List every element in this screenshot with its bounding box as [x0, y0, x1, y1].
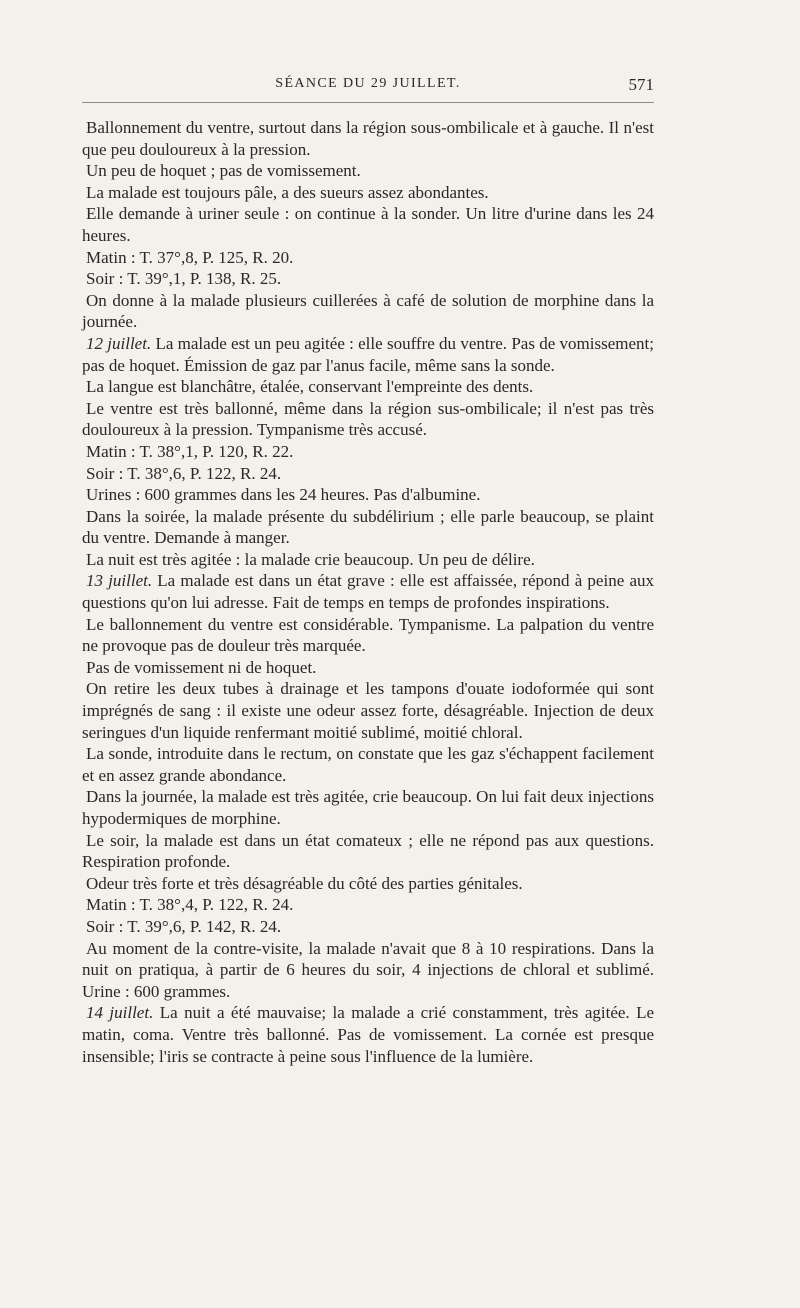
paragraph	[82, 268, 654, 290]
paragraph	[82, 376, 654, 398]
paragraph-text: Soir : T. 39°,6, P. 142, R. 24.	[86, 916, 282, 936]
paragraph	[82, 916, 654, 938]
paragraph-text: Dans la soirée, la malade présente du subdélirium ; elle parle beaucoup, se plaint du ventre. Demande à manger.	[82, 506, 654, 548]
body-text	[82, 117, 654, 1067]
paragraph	[82, 398, 654, 441]
paragraph	[82, 182, 654, 204]
paragraph	[82, 614, 654, 657]
paragraph	[82, 484, 654, 506]
paragraph	[82, 894, 654, 916]
paragraph-text: Matin : T. 37°,8, P. 125, R. 20.	[86, 247, 294, 267]
paragraph-text: La langue est blanchâtre, étalée, conservant l'empreinte des dents.	[86, 377, 534, 397]
paragraph	[82, 570, 654, 613]
entry-date: 12 juillet.	[86, 333, 152, 353]
paragraph	[82, 830, 654, 873]
paragraph	[82, 678, 654, 743]
entry-date: 14 juillet.	[86, 1003, 154, 1023]
paragraph	[82, 743, 654, 786]
paragraph	[82, 160, 654, 182]
paragraph-text: Soir : T. 38°,6, P. 122, R. 24.	[86, 463, 282, 483]
paragraph-text: Le soir, la malade est dans un état comateux ; elle ne répond pas aux questions. Respiration profonde.	[82, 830, 654, 872]
paragraph	[82, 506, 654, 549]
entry-date: 13 juillet.	[86, 571, 153, 591]
paragraph-text: Pas de vomissement ni de hoquet.	[86, 657, 317, 677]
paragraph-text: Le ballonnement du ventre est considérable. Tympanisme. La palpation du ventre ne provoque pas de douleur très marquée.	[82, 614, 654, 656]
header-title: SÉANCE DU 29 JUILLET.	[275, 76, 461, 91]
paragraph-text: Ballonnement du ventre, surtout dans la région sous-ombilicale et à gauche. Il n'est que peu douloureux à la pression.	[82, 118, 654, 159]
paragraph	[82, 247, 654, 269]
paragraph-text: Soir : T. 39°,1, P. 138, R. 25.	[86, 269, 282, 289]
header-rule	[82, 102, 654, 103]
paragraph	[82, 657, 654, 679]
paragraph-text: La nuit a été mauvaise; la malade a crié constamment, très agitée. Le matin, coma. Ventre très ballonné. Pas de vomissement. La cornée est presque insensible; l'iris se contracte à peine sous l'influence de la lumière.	[82, 1003, 655, 1066]
paragraph	[82, 441, 654, 463]
paragraph	[82, 938, 654, 1003]
paragraph	[82, 786, 654, 829]
paragraph	[82, 463, 654, 485]
paragraph	[82, 1002, 654, 1067]
paragraph-text: Dans la journée, la malade est très agitée, crie beaucoup. On lui fait deux injections hypodermiques de morphine.	[82, 787, 654, 828]
paragraph-text: La malade est toujours pâle, a des sueurs assez abondantes.	[86, 182, 489, 202]
paragraph-text: La nuit est très agitée : la malade crie beaucoup. Un peu de délire.	[86, 549, 535, 569]
paragraph-text: Matin : T. 38°,1, P. 120, R. 22.	[86, 441, 294, 461]
paragraph-text: Odeur très forte et très désagréable du côté des parties génitales.	[86, 873, 523, 893]
paragraph	[82, 333, 654, 376]
paragraph	[82, 290, 654, 333]
running-header	[82, 76, 654, 100]
paragraph-text: On retire les deux tubes à drainage et les tampons d'ouate iodoformée qui sont imprégnés de sang : il existe une odeur assez forte, désagréable. Injection de deux seringues d'un liquide renfermant moitié sublimé, moitié chloral.	[82, 679, 654, 742]
paragraph-text: Elle demande à uriner seule : on continue à la sonder. Un litre d'urine dans les 24 heures.	[82, 204, 654, 245]
paragraph-text: Un peu de hoquet ; pas de vomissement.	[86, 161, 361, 181]
paragraph-text: Au moment de la contre-visite, la malade n'avait que 8 à 10 respirations. Dans la nuit on pratiqua, à partir de 6 heures du soir, 4 injections de chloral et sublimé. Urine : 600 grammes.	[82, 938, 654, 1001]
paragraph-text: Matin : T. 38°,4, P. 122, R. 24.	[86, 895, 294, 915]
paragraph-text: On donne à la malade plusieurs cuillerées à café de solution de morphine dans la journée.	[82, 290, 654, 332]
page-number: 571	[628, 75, 654, 94]
paragraph	[82, 117, 654, 160]
paragraph	[82, 549, 654, 571]
paragraph-text: Le ventre est très ballonné, même dans la région sus-ombilicale; il n'est pas très douloureux à la pression. Tympanisme très accusé.	[82, 398, 654, 440]
paragraph	[82, 203, 654, 246]
paragraph-text: La sonde, introduite dans le rectum, on constate que les gaz s'échappent facilement et en assez grande abondance.	[82, 744, 654, 785]
paragraph-text: La malade est dans un état grave : elle est affaissée, répond à peine aux questions qu'on lui adresse. Fait de temps en temps de profondes inspirations.	[82, 571, 654, 613]
paragraph-text: La malade est un peu agitée : elle souffre du ventre. Pas de vomissement; pas de hoquet. Émission de gaz par l'anus facile, même sans la sonde.	[82, 333, 654, 375]
paragraph	[82, 873, 654, 895]
paragraph-text: Urines : 600 grammes dans les 24 heures. Pas d'albumine.	[86, 485, 481, 505]
